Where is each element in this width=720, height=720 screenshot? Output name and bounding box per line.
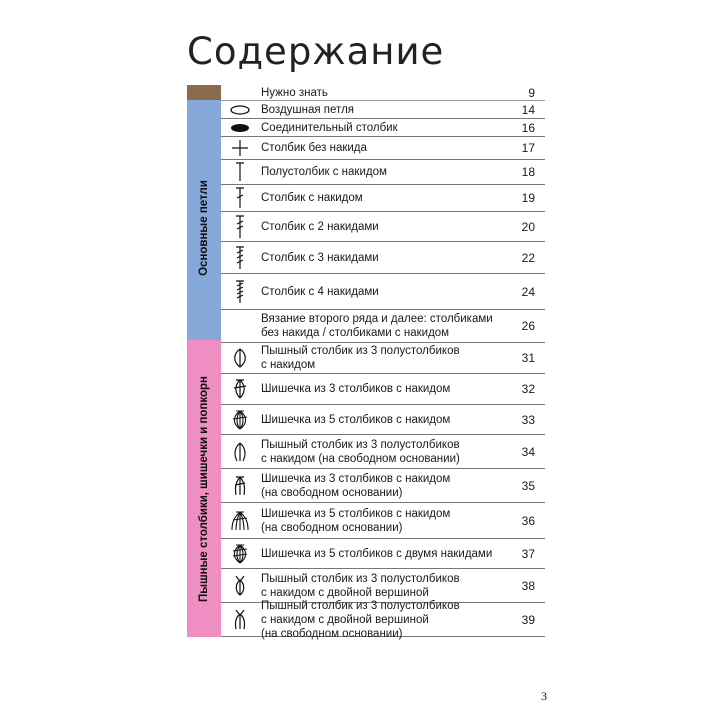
toc-row[interactable] bbox=[221, 185, 545, 212]
toc-entry-label: Столбик с 3 накидами bbox=[261, 251, 379, 264]
toc-page-number: 22 bbox=[521, 250, 535, 265]
puff-stitch-icon bbox=[227, 346, 253, 370]
toc-page-number: 9 bbox=[528, 85, 535, 100]
toc-row[interactable] bbox=[221, 242, 545, 274]
toc-page-number: 19 bbox=[521, 191, 535, 205]
toc-entry-label: Пышный столбик из 3 полустолбиков с накидом с двойной вершиной (на свободном основании) bbox=[261, 599, 460, 640]
toc-entry-label: Шишечка из 3 столбиков с накидом bbox=[261, 383, 451, 395]
toc-row[interactable] bbox=[221, 435, 545, 469]
toc-entry-label: Шишечка из 5 столбиков с двумя накидами bbox=[261, 547, 493, 560]
cluster-5dc-open-icon bbox=[227, 509, 253, 533]
toc-page-number: 33 bbox=[521, 412, 535, 427]
toc-page-number: 39 bbox=[521, 612, 535, 627]
section-label-basic bbox=[187, 100, 221, 355]
toc-page-number: 26 bbox=[521, 319, 535, 333]
toc-row[interactable] bbox=[221, 274, 545, 310]
double-treble-icon bbox=[227, 246, 253, 270]
toc-page-number: 31 bbox=[521, 351, 535, 365]
toc-entry-label: Соединительный столбик bbox=[261, 121, 398, 134]
toc-row[interactable] bbox=[221, 85, 545, 101]
section-title-puff: Пышные столбики, шишечки и попкорн bbox=[198, 375, 211, 602]
toc-entry-label: Полустолбик с накидом bbox=[261, 166, 387, 178]
toc-entry-label: Пышный столбик из 3 полустолбиков с накидом с двойной вершиной bbox=[261, 572, 460, 599]
toc-page-number: 18 bbox=[521, 165, 535, 179]
toc-entry-label: Столбик без накида bbox=[261, 142, 367, 154]
toc-row[interactable] bbox=[221, 405, 545, 435]
toc-row[interactable] bbox=[221, 310, 545, 343]
toc-row[interactable] bbox=[221, 374, 545, 405]
toc-page-number: 14 bbox=[521, 102, 535, 117]
single-crochet-cross-icon bbox=[227, 136, 253, 160]
toc-row[interactable] bbox=[221, 212, 545, 242]
toc-entry-label: Шишечка из 3 столбиков с накидом (на свободном основании) bbox=[261, 472, 451, 499]
puff-stitch-open-icon bbox=[227, 440, 253, 464]
toc-row[interactable] bbox=[221, 137, 545, 160]
toc-entry-label: Пышный столбик из 3 полустолбиков с накидом bbox=[261, 345, 460, 371]
toc-entry-label: Столбик с 4 накидами bbox=[261, 285, 379, 298]
double-crochet-icon bbox=[227, 186, 253, 210]
toc-page-number: 16 bbox=[521, 120, 535, 135]
page-number: 3 bbox=[541, 689, 547, 703]
toc-row[interactable] bbox=[221, 160, 545, 185]
toc-row[interactable] bbox=[221, 101, 545, 119]
toc-page-number: 32 bbox=[521, 382, 535, 396]
cluster-3dc-icon bbox=[227, 377, 253, 401]
toc-entry-label: Пышный столбик из 3 полустолбиков с накидом (на свободном основании) bbox=[261, 438, 460, 465]
toc-row[interactable] bbox=[221, 343, 545, 374]
toc-entry-label: Воздушная петля bbox=[261, 103, 355, 116]
cluster-5tr-icon bbox=[227, 542, 253, 566]
toc-page-number: 20 bbox=[521, 219, 535, 234]
toc-entry-label: Шишечка из 5 столбиков с накидом bbox=[261, 413, 451, 426]
puff-double-top-icon bbox=[227, 574, 253, 598]
toc-entry-label: Вязание второго ряда и далее: столбиками без накида / столбиками с накидом bbox=[261, 313, 493, 339]
toc-page-number: 34 bbox=[521, 444, 535, 459]
half-double-crochet-icon bbox=[227, 160, 253, 184]
triple-treble-icon bbox=[227, 280, 253, 304]
toc-entry-label: Столбик с 2 накидами bbox=[261, 220, 379, 233]
toc-entry-label: Шишечка из 5 столбиков с накидом (на свободном основании) bbox=[261, 507, 451, 534]
toc-row[interactable] bbox=[221, 469, 545, 503]
cluster-5dc-icon bbox=[227, 408, 253, 432]
toc-page-number: 37 bbox=[521, 546, 535, 561]
toc-page-number: 38 bbox=[521, 578, 535, 593]
toc-page-number: 17 bbox=[521, 141, 535, 155]
puff-double-top-open-icon bbox=[227, 608, 253, 632]
page-title: Содержание bbox=[187, 30, 445, 73]
toc-row[interactable] bbox=[221, 503, 545, 539]
section-band-intro bbox=[187, 85, 221, 100]
toc-entry-label: Столбик с накидом bbox=[261, 192, 363, 204]
toc-row[interactable] bbox=[221, 119, 545, 137]
toc-page-number: 36 bbox=[521, 513, 535, 528]
table-of-contents bbox=[187, 85, 545, 640]
section-title-basic: Основные петли bbox=[198, 179, 211, 276]
toc-page-number: 24 bbox=[521, 284, 535, 299]
treble-crochet-icon bbox=[227, 215, 253, 239]
section-label-puff bbox=[187, 340, 221, 637]
toc-row[interactable] bbox=[221, 539, 545, 569]
toc-entry-label: Нужно знать bbox=[261, 86, 328, 99]
toc-row[interactable] bbox=[221, 599, 545, 640]
toc-page-number: 35 bbox=[521, 478, 535, 493]
cluster-3dc-open-icon bbox=[227, 474, 253, 498]
